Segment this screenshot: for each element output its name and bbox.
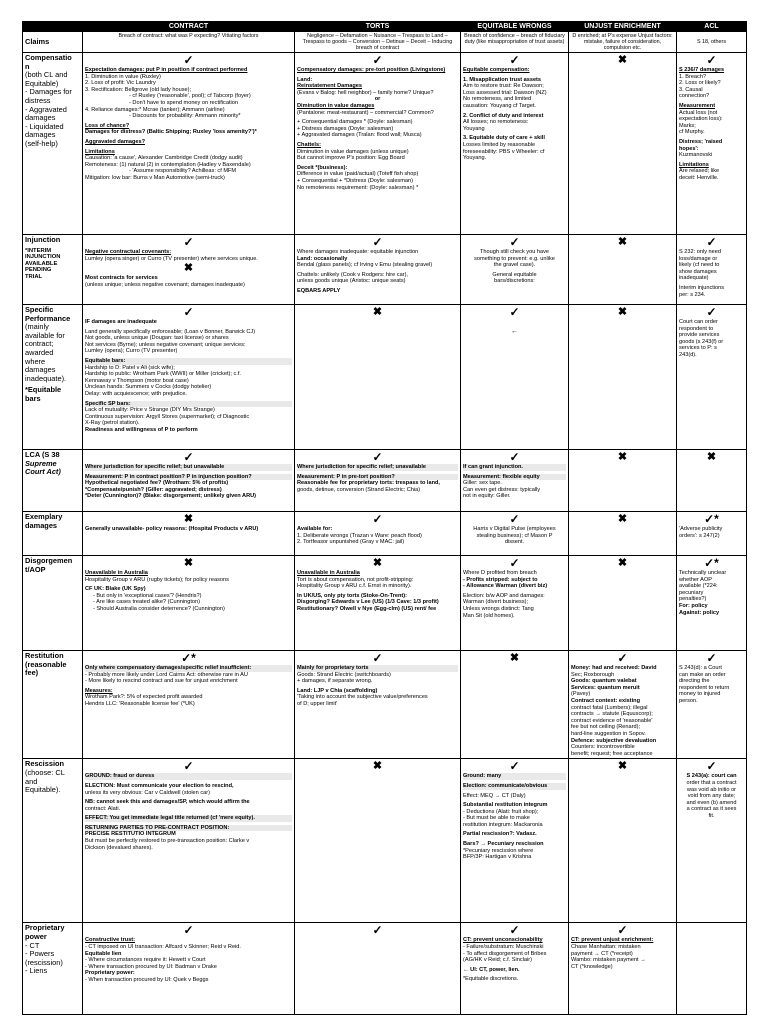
check-icon: ✓: [617, 923, 628, 938]
resc-equity: ✓ Ground: many Election: communicate/obvious Effect: MEQ → CT (Daly) Substantial restitution integrum - Deductions (Alati: fruit shop); - But must be able to make restitution integrum: Mackaronia Partial rescission?: Vadasz. Bars? → Pecuniary rescission *Pecuniary rescission where BFP/3P: Hartigan v Krishna: [461, 759, 569, 923]
header-contract: CONTRACT: [83, 22, 295, 32]
check-icon: ✓: [509, 450, 520, 464]
comparison-table-page: [22, 21, 746, 1015]
cross-icon: ✖: [617, 760, 628, 773]
lca-equity: ✓ If can grant injunction. Measurement: flexible equity Giller: sex tape. Can even get distress: typically not in equity: Giller.: [461, 450, 569, 512]
comp-equity: ✓ Equitable compensation: 1. Misapplication trust assets Aim to restore trust: Re Dawson; Loss assessed trial: Dawson (NZ) No remoteness, and limited causation: Youyang cf Target. 2. Conflict of duty and interest All losses; no remoteness: Youyang 3. Equitable duty of care + skill Losses limited by reasonable foreseeability: PBS v Wheeler: cf Youyang.: [461, 53, 569, 235]
inj-acl: ✓ S 232: only need loss/damage or likely (cf need to show damages inadequate) Interim injunctions per: s 234.: [677, 235, 747, 305]
row-compensation: [23, 53, 747, 235]
cross-icon: ✖: [617, 557, 628, 569]
row-label-proprietary: Proprietary power - CT - Powers (rescission) - Liens: [23, 923, 83, 1015]
check-icon: ✓: [706, 305, 717, 319]
cross-icon: ✖: [617, 306, 628, 318]
row-label-claims: Claims: [23, 32, 83, 53]
ex-equity: ✓ Harris v Digital Pulse (employees stealing business); cf Mason P dissent.: [461, 512, 569, 556]
check-icon: ✓: [617, 651, 628, 665]
rest-torts: ✓ Mainly for proprietary torts Goods: Strand Electric (switchboards) + damages, if separate wrong. Land: LJP v Chia (scaffolding) 'Taking into account the subjective value/preferences of D; upper limit': [295, 651, 461, 759]
inj-contract: ✓ Negative contractual covenants: Lumley (opera singer) or Curro (TV presenter) where services unique. ✖ Most contracts for services (unless unique; unless negative covenant; damages inadequate): [83, 235, 295, 305]
cross-icon: ✖: [372, 760, 383, 773]
dis-contract: ✖ Unavailable in Australia Hospitality Group v ARU (rugby tickets); for policy reasons CF UK: Blake (UK Spy) - But only in 'exceptional cases'? (Hendris?) - Are like cases treated alike? (Cunnington) - Should Australia consider deterrence? (Cunnington): [83, 556, 295, 651]
row-label-specific-performance: Specific Performance (mainly available for contract; awarded where damages inadequate). *Equitable bars: [23, 305, 83, 450]
check-icon: ✓: [372, 512, 383, 526]
claims-ue: D enriched; at P's expense Unjust factors: mistake, failure of consideration, compulsion etc.: [569, 32, 677, 53]
inj-equity: ✓ Though still check you have something to prevent: e.g. unlike the gravel case). General equitable bars/discretions:: [461, 235, 569, 305]
check-star-icon: ✓*: [181, 651, 196, 665]
row-label-lca: LCA (S 38 Supreme Court Act): [23, 450, 83, 512]
lca-contract: ✓ Where jurisdiction for specific relief; but unavailable Measurement: P in contract position? P in injunction position? Hypothetical negotiated fee? (Wrotham: 5% of profits) *Compensate/punish? (Giller: aggravated; distress) *Deter (Cunnington)? (Blake: disgorgement; unlikely given ARU): [83, 450, 295, 512]
claims-contract: Breach of contract: what was P expecting? Vitiating factors: [83, 32, 295, 53]
sp-ue: [569, 305, 677, 450]
claims-torts: Negligence – Defamation – Nuisance – Trespass to Land – Trespass to goods – Conversion – Detinue – Deceit – Inducing breach of contract: [295, 32, 461, 53]
dis-torts: ✖ Unavailable in Australia Tort is about compensation, not profit-stripping: Hospitality Group v ARU c.f. Ernst in minority). In UK/US, only pty torts (Stoke-On-Trent): Disgorging? Edwards v Lee (US) (1/3 Cave: 1/3 profit) Restitutionary? Olwell v Nye (Egg-clm) (US) rent/ fee: [295, 556, 461, 651]
prop-torts: [295, 923, 461, 1015]
lca-torts: ✓ Where jurisdiction for specific relief; unavailable Measurement: P in pre-tort position? Reasonable fee for proprietary torts: trespass to land, goods, detinue, conversion (Strand Electric; Chia): [295, 450, 461, 512]
check-icon: ✓: [509, 53, 520, 67]
check-icon: ✓: [509, 235, 520, 249]
claims-acl: S 18, others: [677, 32, 747, 53]
header-torts: TORTS: [295, 22, 461, 32]
inj-ue: [569, 235, 677, 305]
check-icon: ✓: [372, 651, 383, 665]
cross-icon: ✖: [372, 557, 383, 569]
ex-acl: ✓* 'Adverse publicity orders': s 247(2): [677, 512, 747, 556]
row-exemplary: [23, 512, 747, 556]
check-icon: ✓: [183, 923, 194, 938]
lca-ue: [569, 450, 677, 512]
resc-acl: ✓ S 243(a): court can order that a contract was void ab initio or void from any date; and even (b) amend a contract as it sees fit.: [677, 759, 747, 923]
ex-torts: ✓ Available for: 1. Deliberate wrongs (Trazan v Ware: peach flood) 2. Tortfeasor unpunished (Gray v MAC: jail): [295, 512, 461, 556]
row-claims: [23, 32, 747, 53]
sp-equity: [461, 305, 569, 450]
prop-equity: ✓ CT: prevent unconscionability - Failure/substratum: Muschinski - To affect disgorgement of Bribes (AG/HK v Reid; c.f. Sinclair) ← UI: CT, power, lien. *Equitable discretions.: [461, 923, 569, 1015]
row-label-restitution: Restitution (reasonable fee): [23, 651, 83, 759]
row-restitution: [23, 651, 747, 759]
comp-torts: ✓ Compensatory damages: pre-tort position (Livingstone) Land: Reinstatement Damages (Evans v Balog: hell neighbor) – family home? Unique? or Diminution in value damages (Pantalone: meat-restaurant) – commercial? Common? + Consequential damages * (Doyle: salesman) + Distress damages (Doyle: salesman) + Aggravated damages (Tralan: flood wall; Musca) Chattels: Diminution in value damages (unless unique) But cannot improve P's position: Egg Board Deceit *(business): Difference in value (paid/actual) (Toteff fish shop) + Consequential + *Distress (Doyle: salesman) No remoteness requirement: (Doyle: salesman) *: [295, 53, 461, 235]
comp-ue: [569, 53, 677, 235]
cross-icon: ✖: [509, 652, 520, 664]
cross-icon: ✖: [183, 557, 194, 569]
cross-icon: ✖: [706, 451, 717, 463]
cross-icon: ✖: [183, 262, 194, 275]
row-label-disgorgement: Disgorgemen t/AOP: [23, 556, 83, 651]
rest-contract: ✓* Only where compensatory damages/specific relief insufficient: - Probably more likely under Lord Cairns Act: otherwise rare in AU - More likely to rescind contract and sue for unjust enrichment Measures: Wrotham Park?: 5% of expected profit awarded Hendris LLC: 'Reasonable license fee' (*UK): [83, 651, 295, 759]
header-row: [23, 22, 747, 32]
check-icon: ✓: [509, 305, 520, 319]
check-icon: ✓: [706, 759, 717, 774]
check-icon: ✓: [372, 923, 383, 938]
check-icon: ✓: [183, 53, 194, 67]
comp-contract: ✓ Expectation damages: put P in position if contract performed 1. Diminution in value (Ruxley) 2. Loss of profit: Vic Laundry 3. Rectification: Bellgrove (old lady house); - cf Ruxley ('reasonable', pool); cf Tabcorp (foyer) - Don't have to spend money on rectification 4. Reliance damages:* Mcrae (tanker); Ammann (airline) - Discounts for probability: Ammann minority* Loss of chance? Damages for distress? (Baltic Shipping; Ruxley 'loss amenity?')* Aggravated damages? Limitations Causation: 'a cause', Alexander Cambridge Credit (dodgy audit) Remoteness: (1) natural (2) in contemplation (Hadley v Baxendale) - 'Assume responsibility? Achilleas: cf MFM Mitigation: low bar: Burns v Man Automotive (semi-truck): [83, 53, 295, 235]
row-proprietary: [23, 923, 747, 1015]
rest-equity: [461, 651, 569, 759]
check-icon: ✓: [372, 450, 383, 464]
arrow-left-icon: ←: [511, 328, 518, 335]
lca-acl: [677, 450, 747, 512]
row-disgorgement: [23, 556, 747, 651]
ex-contract: ✖ Generally unavailable- policy reasons: (Hospital Products v ARU): [83, 512, 295, 556]
row-label-rescission: Rescission (choose: CL and Equitable).: [23, 759, 83, 923]
cross-icon: ✖: [617, 513, 628, 525]
header-acl: ACL: [677, 22, 747, 32]
row-lca: [23, 450, 747, 512]
cross-icon: ✖: [372, 306, 383, 318]
check-icon: ✓: [706, 651, 717, 665]
comp-acl: ✓ S 236/7 damages 1. Breach? 2. Loss or likely? 3. Causal connection? Measurement Actual loss (not expectation loss): Marks; cf Murphy. Distress; 'raised hopes': Kuzmanovski Limitations Are relaxed; like deceit: Henville.: [677, 53, 747, 235]
inj-torts: ✓ Where damages inadequate: equitable injunction Land: occasionally Bendal (glass panels); cf Irving v Emu (stealing gravel) Chattels: unlikely (Cook v Rodgers: hire car), unless goods unique (Aristoc: unique seats) EQBARS APPLY: [295, 235, 461, 305]
check-icon: ✓: [509, 759, 520, 774]
dis-acl: ✓* Technically unclear whether AOP available (*224: pecuniary penalties?) For: policy Against: policy: [677, 556, 747, 651]
check-icon: ✓: [183, 235, 194, 249]
header-equitable-wrongs: EQUITABLE WRONGS: [461, 22, 569, 32]
prop-acl: [677, 923, 747, 1015]
check-icon: ✓: [372, 235, 383, 249]
check-icon: ✓: [183, 759, 194, 774]
check-icon: ✓: [706, 235, 717, 249]
row-label-injunction: Injunction *INTERIM INJUNCTION AVAILABLE PENDING TRIAL: [23, 235, 83, 305]
resc-contract: ✓ GROUND: fraud or duress ELECTION: Must communicate your election to rescind, unless its very obvious: Car v Caldwell (stolen car) NB: cannot seek this and damages/SP, which would affirm the contract: Alati. EFFECT: You get immediate legal title returned (cf 'mere equity). RETURNING PARTIES TO PRE-CONTRACT POSITION: PRECISE RESTITUTIO INTEGRUM But must be perfectly restored to pre-transaction position: Clarke v Dickson (devalued shares).: [83, 759, 295, 923]
check-icon: ✓: [183, 305, 194, 319]
rest-acl: ✓ S 243(d): a Court can make an order directing the respondent to return money to injured person.: [677, 651, 747, 759]
prop-ue: ✓ CT: prevent unjust enrichment: Chase Manhattan: mistaken payment → CT (*receipt) Wambo: mistaken payment → CT (*knowledge): [569, 923, 677, 1015]
cross-icon: ✖: [617, 451, 628, 463]
claims-equity: Breach of confidence – breach of fiduciary duty (like misappropriation of trust assets): [461, 32, 569, 53]
sp-torts: [295, 305, 461, 450]
dis-ue: [569, 556, 677, 651]
header-unjust-enrichment: UNJUST ENRICHMENT: [569, 22, 677, 32]
check-icon: ✓: [706, 53, 717, 67]
dis-equity: ✓ Where D profited from breach - Profits stripped: subject to - Allowance Warman (divert biz) Election: b/w AOP and damages: Warman (divert business); Unless wrongs distinct: Tang Man Sit (old homes).: [461, 556, 569, 651]
header-blank: [23, 22, 83, 32]
check-icon: ✓: [509, 923, 520, 938]
check-icon: ✓: [509, 556, 520, 570]
sp-contract: ✓ IF damages are inadequate Land generally specifically enforceable; (Loan v Bonner, Barwick CJ) Not goods, unless unique (Dougan: taxi license) or shares Not services (Byrne); unless negative covenant; unique services: Lumley (opera); Curro (TV presenter) Equitable bars: Hardship to D: Patel v Ali (sick wife); Hardship to public: Wrotham Park (WWII) or Miller (cricket); c.f. Kennaway v Thompson (motor boat case) Unclean hands: Summers v Cocks (dodgy hotelier) Delay: with acquiescence; with prejudice. Specific SP bars: Lack of mutuality: Price v Strange (DIY Mrs Strange) Continuous supervision: Argyll Stores (supermarket); cf Diagnostic X-Ray (petrol station). Readiness and willingness of P to perform: [83, 305, 295, 450]
prop-contract: ✓ Constructive trust: - CT imposed on UI transaction: Alfcard v Skinner; Reid v Reid. Equitable lien - Where circumstances require it: Hewett v Court - Where transaction procured by UI: Badman v Drake Proprietary power: - When transaction procured by UI: Quek v Beggs: [83, 923, 295, 1015]
cross-icon: ✖: [617, 54, 628, 66]
sp-acl: ✓ Court can order respondent to provide services goods (s 243(f) or services to P: s 243(d).: [677, 305, 747, 450]
check-icon: ✓: [372, 53, 383, 67]
row-specific-performance: [23, 305, 747, 450]
check-star-icon: ✓*: [704, 556, 719, 570]
remedies-comparison-table: [22, 21, 747, 1015]
rest-ue: ✓ Money: had and received: David Sec; Roxborough Goods: quantum valebat Services: quantum meruit (Pavey) Contract context: existing contract fatal (Lumbers); illegal contracts → statute (Equuscorp); contract evidence of 'reasonable' fee but not ceiling (Renard); hard-line suggestion in Sopov. Defence: subjective devaluation Counters: incontrovertible benefit; request; free acceptance: [569, 651, 677, 759]
ex-ue: [569, 512, 677, 556]
cross-icon: ✖: [183, 513, 194, 525]
row-label-exemplary: Exemplary damages: [23, 512, 83, 556]
row-rescission: [23, 759, 747, 923]
row-injunction: [23, 235, 747, 305]
check-icon: ✓: [183, 450, 194, 464]
row-label-compensation: Compensatio n (both CL and Equitable) - Damages for distress - Aggravated damages - Liquidated damages (self-help): [23, 53, 83, 235]
check-icon: ✓: [509, 512, 520, 526]
cross-icon: ✖: [617, 236, 628, 248]
resc-torts: [295, 759, 461, 923]
check-star-icon: ✓*: [704, 512, 719, 526]
resc-ue: [569, 759, 677, 923]
